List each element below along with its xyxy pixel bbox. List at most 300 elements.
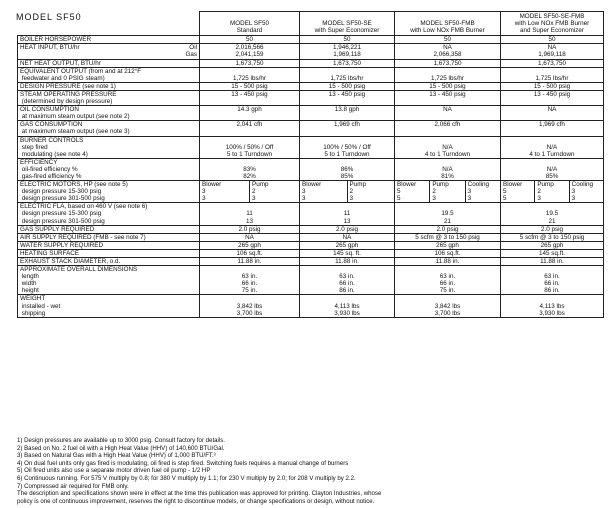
row-label-text: [20, 210, 197, 217]
row-label: [18, 303, 200, 310]
footnote: 1) Design pressures are available up to 3000 psig. Consult factory for details.: [17, 437, 225, 444]
table-row: [18, 59, 604, 67]
label-text: step fired: [20, 143, 48, 151]
row-label-text: [20, 75, 197, 82]
table-cell: 2.0 psig: [200, 225, 300, 233]
footnote: 4) On dual fuel units only gas fired is modulating, oil fired is step fired. Switching fuels requires a manual change of burners: [17, 459, 349, 467]
table-cell: 100% / 50% / Off: [200, 144, 300, 151]
table-cell: 15 - 500 psig: [200, 82, 300, 90]
table-row: [18, 303, 604, 310]
table-row: [18, 128, 604, 136]
table-cell: 13: [200, 218, 300, 226]
row-label: [18, 67, 200, 75]
table-cell: 50: [300, 36, 395, 44]
table-row: [18, 295, 604, 303]
table-cell: 11: [300, 210, 395, 217]
table-row: [18, 173, 604, 181]
header-model: MODEL SF50: [230, 20, 269, 28]
header-desc: and Super Economizer: [519, 27, 585, 35]
row-label: [18, 233, 200, 241]
row-label-text: [20, 137, 197, 144]
row-label: [18, 158, 200, 166]
table-row: [18, 121, 604, 129]
table-cell: 2.0 psig: [501, 225, 604, 233]
table-cell: 13: [300, 218, 395, 226]
label-text: feedwater and 0 PSIG steam): [20, 74, 105, 82]
motor-hp-value: 3: [302, 195, 306, 203]
motor-hp-value: 3: [534, 195, 568, 202]
table-row: [18, 258, 604, 266]
table-cell: NA: [501, 44, 604, 52]
table-row: [18, 233, 604, 241]
table-cell: [300, 203, 395, 211]
motor-hp-value: 2: [429, 188, 464, 195]
row-label-text: [20, 166, 197, 173]
row-label-text: [20, 121, 197, 128]
table-cell: [501, 266, 604, 274]
header-desc: with Low NOx FMB Burner: [410, 27, 485, 35]
row-label: [18, 173, 200, 181]
motor-type-label: Cooling: [569, 181, 603, 188]
label-text: BURNER CONTROLS: [20, 136, 84, 144]
motor-type-label: Pump: [429, 181, 464, 188]
table-cell: [300, 188, 395, 195]
table-cell: 1,725 lbs/hr: [300, 75, 395, 83]
table-cell: [300, 113, 395, 121]
motor-hp-value: 2: [249, 188, 299, 195]
row-label: [18, 98, 200, 106]
table-cell: [200, 98, 300, 106]
label-text: width: [20, 280, 37, 288]
row-label-text: [20, 113, 197, 120]
row-label-text: [20, 242, 197, 249]
table-cell: [501, 158, 604, 166]
table-cell: [200, 67, 300, 75]
row-label-text: [20, 250, 197, 257]
label-text: BOILER HORSEPOWER: [20, 36, 92, 44]
table-cell: 75 in.: [395, 287, 501, 295]
table-cell: [300, 195, 395, 203]
motor-values: [501, 188, 603, 195]
header-model: MODEL SF50-SE-FMB: [519, 13, 585, 20]
table-cell: [200, 136, 300, 144]
row-label: [18, 249, 200, 257]
table-cell: [200, 195, 300, 203]
row-label-text: [20, 91, 197, 98]
table-cell: [300, 67, 395, 75]
footnote: 3) Based on Natural Gas with a High Heat Value (HHV) of 1,000 BTU/FT.³: [17, 452, 216, 460]
footnote: The description and specifications shown were in effect at the time this publication was approved for printing. Clayton Industries, whose: [17, 490, 382, 498]
table-cell: 265 gph: [300, 241, 395, 249]
table-cell: 1,673,750: [501, 59, 604, 67]
table-row: [18, 106, 604, 114]
table-cell: 4 to 1 Turndown: [395, 151, 501, 159]
table-cell: 11.88 in.: [395, 258, 501, 266]
row-label-text: [20, 144, 197, 151]
table-row: [18, 166, 604, 173]
table-cell: 11.88 in.: [300, 258, 395, 266]
table-cell: [300, 128, 395, 136]
label-text: AIR SUPPLY REQUIRED (FMB - see note 7): [20, 233, 146, 241]
row-label: [18, 36, 200, 44]
motor-hp-value: 5: [397, 188, 401, 196]
table-row: [18, 287, 604, 295]
row-label-text: [20, 287, 197, 294]
table-cell: 86%: [300, 166, 395, 173]
label-text: DESIGN PRESSURE (see note 1): [20, 82, 116, 90]
motor-hp-value: 3: [302, 188, 306, 196]
table-cell: [300, 266, 395, 274]
header-sf50: [200, 12, 300, 36]
label-text: shipping: [20, 309, 46, 317]
label-text: design pressure 301-500 psig: [20, 217, 105, 225]
motor-hp-value: 3: [465, 195, 500, 202]
table-cell: [300, 98, 395, 106]
motor-hp-value: 3: [202, 195, 206, 203]
row-label-text: [20, 280, 197, 287]
table-cell: 66 in.: [200, 280, 300, 287]
motor-subheader: [300, 181, 394, 188]
table-cell: 4,113 lbs: [300, 303, 395, 310]
table-cell: [501, 181, 604, 189]
table-cell: [395, 158, 501, 166]
table-cell: 4,113 lbs: [501, 303, 604, 310]
row-label: [18, 295, 200, 303]
table-cell: 50: [501, 36, 604, 44]
spec-table: [17, 11, 604, 318]
table-row: [18, 36, 604, 44]
table-cell: 66 in.: [395, 280, 501, 287]
table-cell: [395, 181, 501, 189]
row-label-text: [20, 266, 197, 273]
label-text: WEIGHT: [20, 295, 46, 303]
row-label-text: [20, 98, 197, 105]
row-label-text: [20, 151, 197, 158]
table-row: [18, 67, 604, 75]
table-cell: 265 gph: [395, 241, 501, 249]
label-text: at maximum steam output (see note 2): [20, 113, 130, 121]
table-cell: [501, 188, 604, 195]
table-row: [18, 51, 604, 59]
motor-type-label: Pump: [534, 181, 568, 188]
table-cell: 3,930 lbs: [501, 310, 604, 318]
table-cell: 1,946,221: [300, 44, 395, 52]
table-cell: 145 sq. ft.: [300, 249, 395, 257]
table-row: [18, 44, 604, 52]
table-cell: 50: [200, 36, 300, 44]
table-cell: 2,041,159: [200, 51, 300, 59]
motor-hp-value: 3: [465, 188, 500, 195]
row-label: [18, 225, 200, 233]
footnote: 5) Oil fired units also use a separate motor driven fuel oil pump - 1/2 HP: [17, 467, 211, 475]
motor-type-label: Pump: [347, 181, 395, 188]
row-label: [18, 90, 200, 98]
label-text: HEATING SURFACE: [20, 249, 80, 257]
row-label: [18, 151, 200, 159]
row-label: [18, 144, 200, 151]
motor-hp-value: 3: [202, 188, 206, 196]
row-label: design pressure 301-500 psig: [18, 195, 200, 203]
table-cell: 63 in.: [300, 273, 395, 280]
table-cell: 265 gph: [501, 241, 604, 249]
table-cell: 66 in.: [300, 280, 395, 287]
table-row: [18, 280, 604, 287]
table-cell: NA: [501, 106, 604, 114]
table-cell: [501, 295, 604, 303]
table-cell: [395, 113, 501, 121]
motor-hp-value: 2: [347, 188, 395, 195]
table-cell: 5 to 1 Turndown: [300, 151, 395, 159]
table-cell: 63 in.: [200, 273, 300, 280]
row-label: [18, 266, 200, 274]
table-cell: [395, 98, 501, 106]
table-cell: 81%: [395, 173, 501, 181]
table-cell: NA: [395, 106, 501, 114]
table-cell: 13 - 450 psig: [501, 90, 604, 98]
row-label: [18, 287, 200, 295]
row-label: [18, 273, 200, 280]
table-cell: 15 - 500 psig: [395, 82, 501, 90]
label-text: HEAT INPUT, BTU/hr: [20, 44, 80, 52]
table-cell: [501, 128, 604, 136]
motor-subheader: [501, 181, 603, 188]
table-cell: 1,969 cfh: [501, 121, 604, 129]
row-label: [18, 75, 200, 83]
table-cell: 13 - 450 psig: [200, 90, 300, 98]
table-row: [18, 241, 604, 249]
table-cell: [501, 113, 604, 121]
table-row: [18, 82, 604, 90]
table-cell: 50: [395, 36, 501, 44]
table-cell: 1,673,750: [200, 59, 300, 67]
row-label: [18, 128, 200, 136]
table-cell: [200, 158, 300, 166]
row-label-text: [20, 36, 197, 43]
row-label: [18, 210, 200, 217]
table-row: [18, 195, 604, 203]
row-label-text: [20, 106, 197, 113]
motor-hp-value: 5: [503, 195, 507, 203]
table-cell: 2.0 psig: [300, 225, 395, 233]
motor-hp-value: 3: [347, 195, 395, 202]
row-label-text: [20, 273, 197, 280]
label-text: EXHAUST STACK DIAMETER, o.d.: [20, 258, 121, 265]
table-cell: [501, 203, 604, 211]
table-cell: 86 in.: [501, 287, 604, 295]
label-text: modulating (see note 4): [20, 150, 88, 158]
row-label-text: [20, 44, 197, 51]
label-text: height: [20, 287, 39, 295]
table-cell: [395, 128, 501, 136]
table-cell: 100% / 50% / Off: [300, 144, 395, 151]
table-cell: 13.8 gph: [300, 106, 395, 114]
table-row: [18, 310, 604, 318]
table-row: [18, 266, 604, 274]
table-row: [18, 90, 604, 98]
table-row: [18, 249, 604, 257]
label-text: gas-fired efficiency %: [20, 172, 82, 180]
table-cell: 15 - 500 psig: [300, 82, 395, 90]
table-row: [18, 144, 604, 151]
table-cell: 14.3 gph: [200, 106, 300, 114]
table-cell: 83%: [200, 166, 300, 173]
table-cell: 5 scfm @ 3 to 150 psig: [501, 233, 604, 241]
table-cell: [501, 195, 604, 203]
label-text: (determined by design pressure): [20, 98, 113, 106]
table-cell: 1,969 cfh: [300, 121, 395, 129]
motor-values: [395, 195, 500, 202]
table-cell: 5 scfm @ 3 to 150 psig: [395, 233, 501, 241]
table-cell: 63 in.: [395, 273, 501, 280]
row-label-text: [20, 83, 197, 90]
motor-hp-value: 2: [534, 188, 568, 195]
footnote: policy is one of continuous improvement, reserves the right to discontinue models, or change specifications or design, without notice.: [17, 497, 375, 505]
table-cell: 1,673,750: [300, 59, 395, 67]
label-text: STEAM OPERATING PRESSURE: [20, 90, 117, 98]
footnote: 7) Compressed air required for FMB only.: [17, 482, 129, 490]
table-cell: NA: [200, 233, 300, 241]
motor-type-label: Blower: [302, 181, 322, 189]
motor-type-label: Pump: [249, 181, 299, 188]
header-sf50-fmb: [395, 12, 501, 36]
footnote: 2) Based on No. 2 fuel oil with a High Heat Value (HHV) of 140,600 BTU/Gal.: [17, 444, 225, 452]
table-cell: 3,842 lbs: [395, 303, 501, 310]
table-cell: [200, 266, 300, 274]
table-cell: N/A: [395, 144, 501, 151]
row-label: [18, 51, 200, 59]
table-cell: 106 sq.ft.: [200, 249, 300, 257]
row-label-text: [20, 51, 197, 58]
label-text: GAS CONSUMPTION: [20, 121, 83, 129]
table-cell: [200, 128, 300, 136]
table-cell: 145 sq.ft.: [501, 249, 604, 257]
motor-type-label: Cooling: [465, 181, 500, 188]
label-text: at maximum steam output (see note 3): [20, 128, 130, 136]
motor-values: [300, 188, 394, 195]
table-cell: [300, 295, 395, 303]
row-label: [18, 310, 200, 318]
table-cell: [200, 203, 300, 211]
row-label-text: [20, 60, 197, 67]
table-cell: [395, 203, 501, 211]
row-label-text: [20, 218, 197, 225]
row-label-text: [20, 295, 197, 302]
table-cell: NA: [300, 233, 395, 241]
row-label: design pressure 15-300 psig: [18, 188, 200, 195]
table-cell: [395, 136, 501, 144]
table-cell: 85%: [300, 173, 395, 181]
table-cell: [501, 67, 604, 75]
table-cell: NA: [395, 44, 501, 52]
table-cell: 265 gph: [200, 241, 300, 249]
table-cell: 1,725 lbs/hr: [501, 75, 604, 83]
table-cell: 19.5: [395, 210, 501, 217]
motor-hp-value: 5: [503, 188, 507, 196]
label-text: APPROXIMATE OVERALL DIMENSIONS: [20, 266, 138, 274]
table-row: [18, 151, 604, 159]
table-cell: [200, 188, 300, 195]
row-label: [18, 203, 200, 211]
table-cell: 1,725 lbs/hr: [200, 75, 300, 83]
fuel-label: Gas: [185, 51, 197, 59]
table-cell: 2,041 cfh: [200, 121, 300, 129]
motor-subheader: [200, 181, 299, 188]
motor-hp-value: 3: [569, 195, 603, 202]
table-cell: [395, 188, 501, 195]
table-cell: 66 in.: [501, 280, 604, 287]
table-cell: 63 in.: [501, 273, 604, 280]
header-model: MODEL SF50-SE: [322, 20, 372, 28]
row-label-text: [20, 258, 197, 265]
table-cell: 2,016,566: [200, 44, 300, 52]
table-cell: 2.0 psig: [395, 225, 501, 233]
table-cell: 13 - 450 psig: [300, 90, 395, 98]
table-row: [18, 225, 604, 233]
table-row: [18, 210, 604, 217]
table-cell: 1,969,118: [501, 51, 604, 59]
table-cell: 21: [395, 218, 501, 226]
table-cell: 5 to 1 Turndown: [200, 151, 300, 159]
label-text: oil-fired efficiency %: [20, 165, 78, 173]
table-cell: 1,725 lbs/hr: [395, 75, 501, 83]
table-row: [18, 75, 604, 83]
header-desc: with Super Economizer: [314, 27, 380, 35]
table-cell: 1,673,750: [395, 59, 501, 67]
header-row: [18, 12, 604, 36]
page-title: MODEL SF50: [16, 12, 82, 22]
label-text: EQUIVALENT OUTPUT (from and at 212°F: [20, 67, 142, 75]
table-cell: [300, 136, 395, 144]
header-desc: with Low NOx FMB Burner: [514, 20, 590, 28]
row-label: [18, 59, 200, 67]
row-label: [18, 44, 200, 52]
row-label-text: [20, 159, 197, 166]
row-label: [18, 82, 200, 90]
row-label-text: [20, 310, 197, 317]
header-sf50-se: [300, 12, 395, 36]
table-cell: N/A: [501, 166, 604, 173]
label-text: OIL CONSUMPTION: [20, 106, 79, 114]
motor-values: [200, 188, 299, 195]
header-desc: Standard: [236, 27, 263, 35]
row-label: [18, 113, 200, 121]
table-cell: [501, 136, 604, 144]
motor-hp-value: 3: [429, 195, 464, 202]
table-cell: [200, 181, 300, 189]
motor-hp-value: 3: [249, 195, 299, 202]
table-cell: 11.88 in.: [200, 258, 300, 266]
row-label: [18, 258, 200, 266]
table-cell: [395, 67, 501, 75]
motor-values: [501, 195, 603, 202]
table-cell: N/A: [395, 166, 501, 173]
label-text: installed - wet: [20, 302, 61, 310]
header-blank: [18, 12, 200, 36]
row-label-text: [20, 226, 197, 233]
table-cell: 11: [200, 210, 300, 217]
motor-hp-value: 3: [569, 188, 603, 195]
table-cell: [300, 158, 395, 166]
footnote: 6) Continuous running. For 575 V multiply by 0.8; for 380 V multiply by 1.1; for 230 V multiply by 2.0; for 208 V multiply by 2.2.: [17, 474, 356, 482]
header-sf50-se-fmb: [501, 12, 604, 36]
table-cell: [200, 113, 300, 121]
motor-type-label: Blower: [503, 181, 523, 189]
table-cell: 13 - 450 psig: [395, 90, 501, 98]
table-cell: 86 in.: [300, 287, 395, 295]
table-cell: 75 in.: [200, 287, 300, 295]
table-cell: N/A: [501, 144, 604, 151]
label-text: design pressure 15-300 psig: [20, 210, 102, 218]
